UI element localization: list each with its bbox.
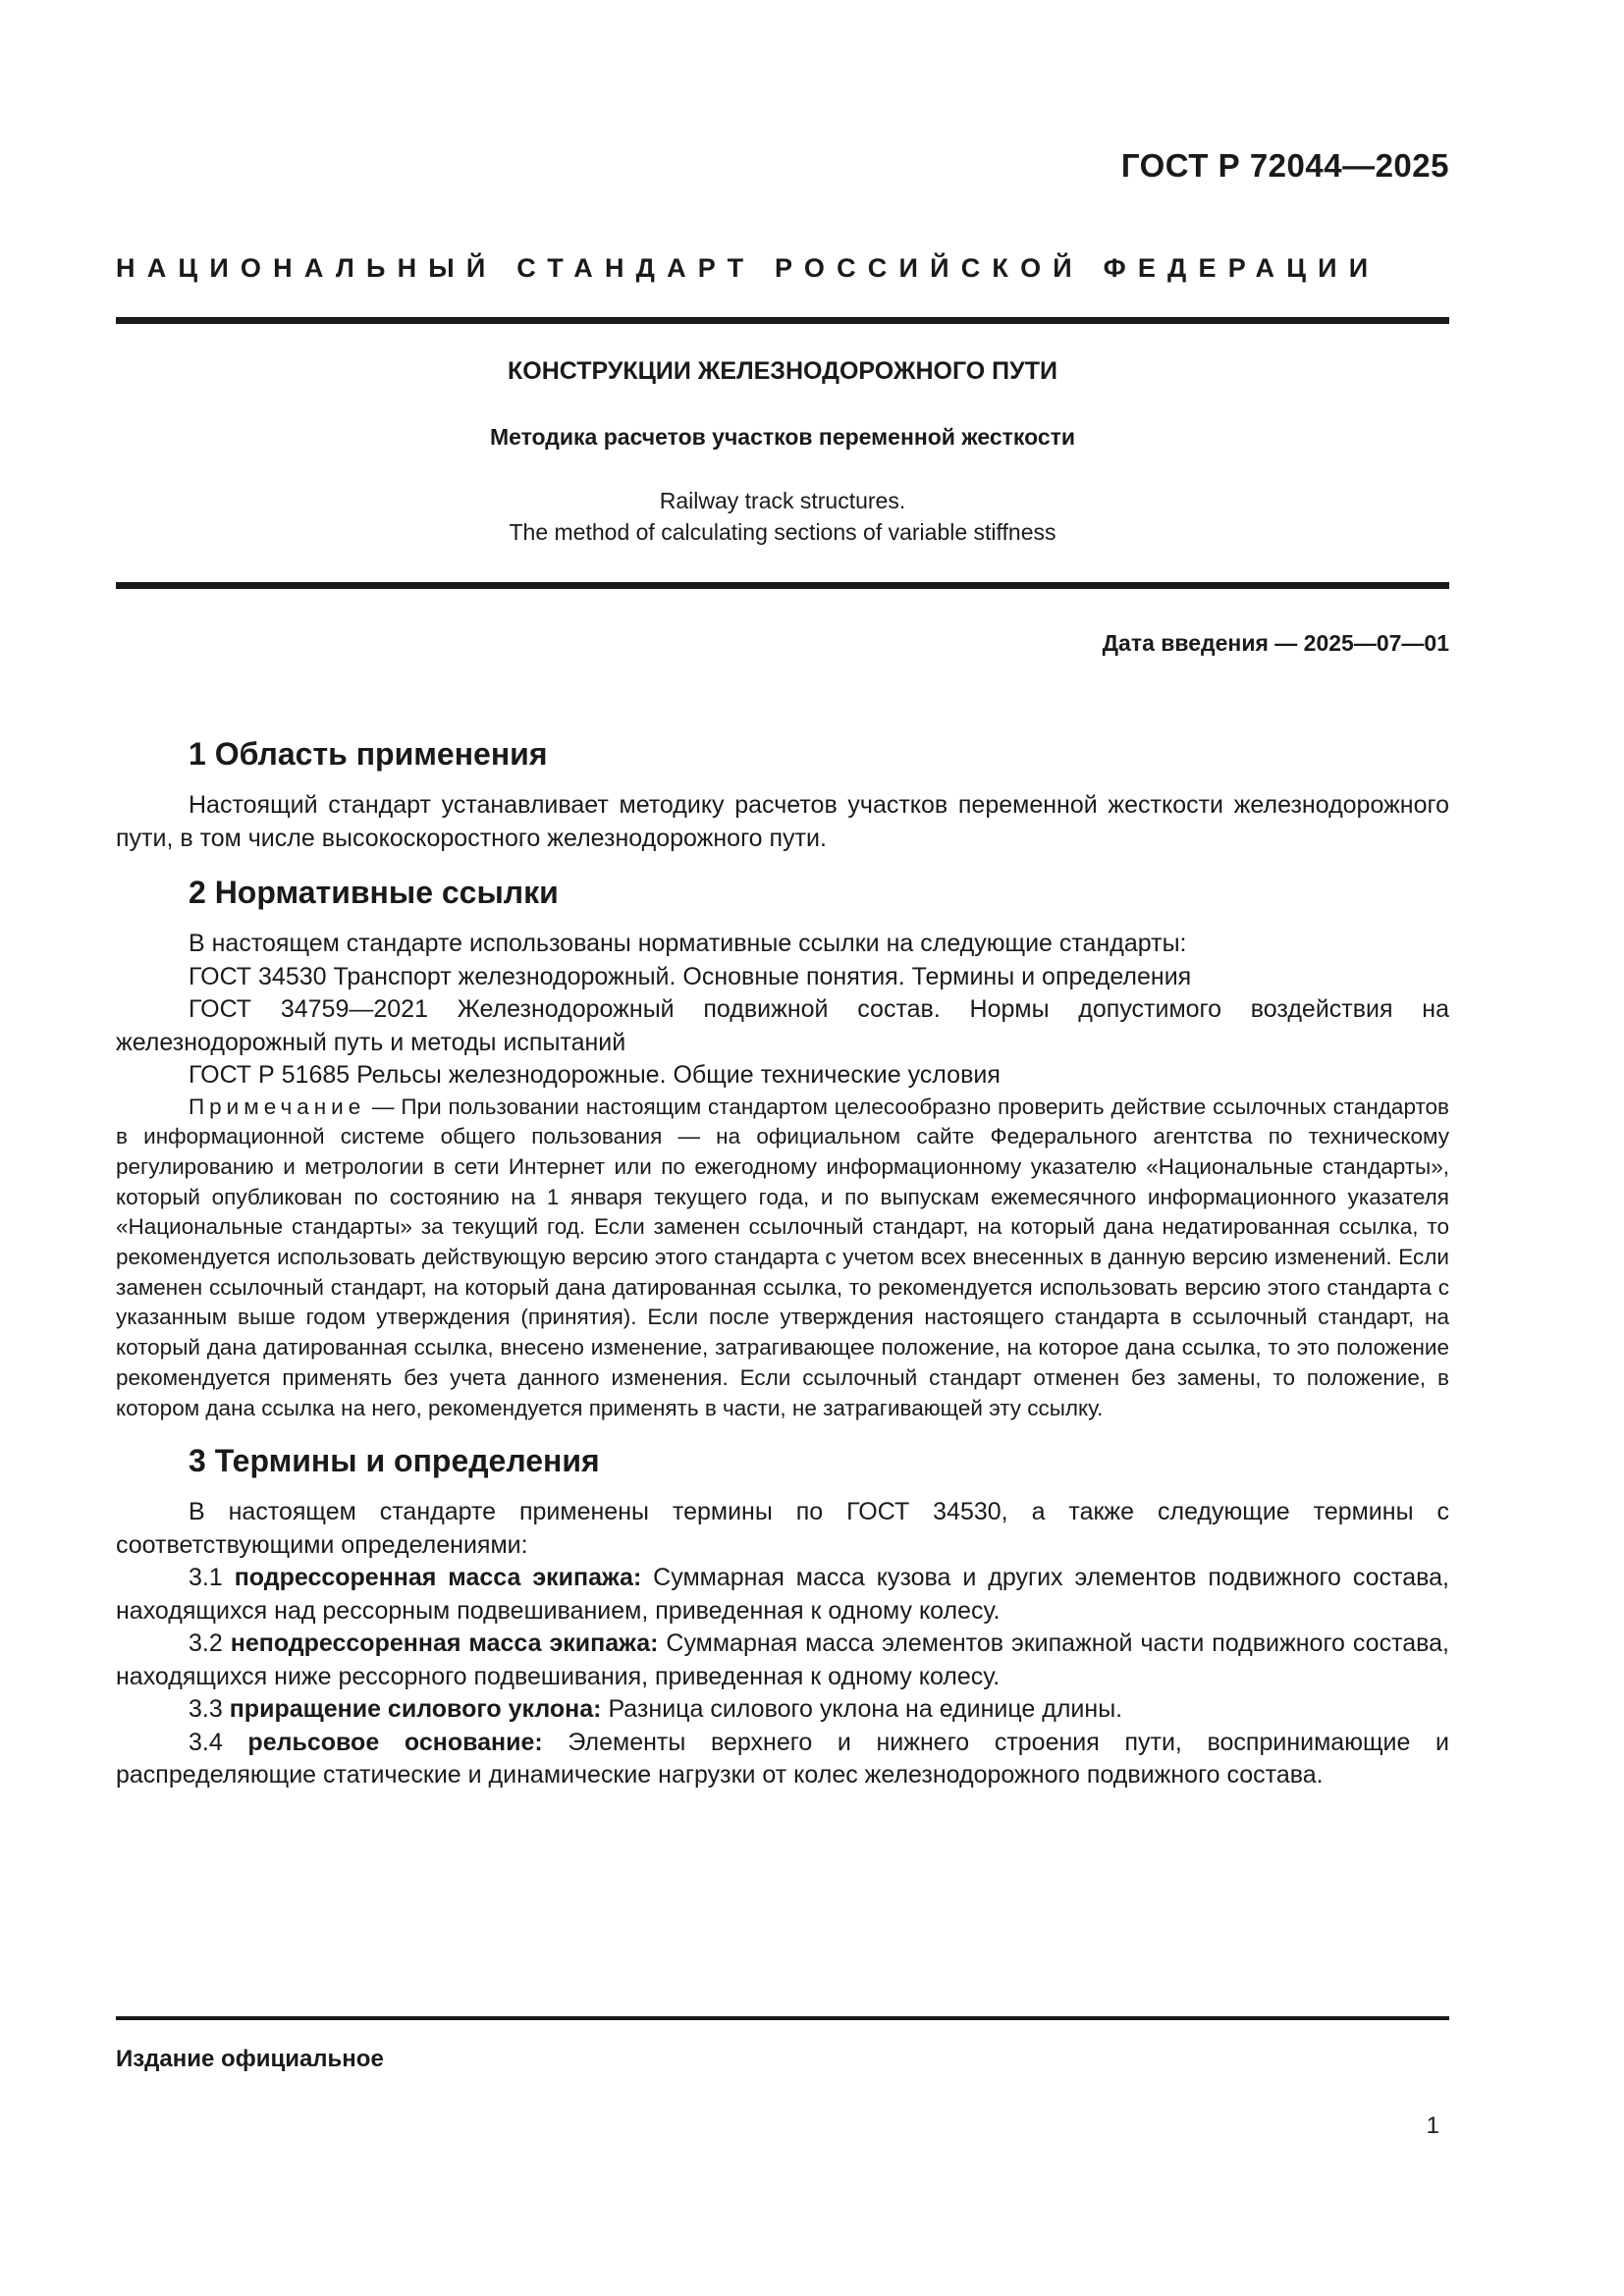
term-item [116,1562,1449,1628]
official-edition-label: Издание официальное [116,2046,384,2072]
term-number: 3.1 [189,1564,235,1592]
section-1-heading: 1 Область применения [189,736,548,772]
term-number: 3.4 [189,1728,248,1756]
term-item [116,1628,1449,1693]
title-rule [116,582,1449,589]
document-body [116,734,1449,1792]
reference-item: ГОСТ 34530 Транспорт железнодорожный. Основные понятия. Термины и определения [189,962,1192,990]
reference-item: ГОСТ Р 51685 Рельсы железнодорожные. Общие технические условия [189,1061,1001,1089]
section-1-text: Настоящий стандарт устанавливает методику расчетов участков переменной жесткости железнодорожного пути, в том числе высокоскоростного железнодорожного пути. [116,791,1449,852]
reference-note [116,1093,1449,1424]
english-title [116,485,1449,548]
term-name: неподрессоренная масса экипажа: [230,1629,659,1658]
term-name: подрессоренная масса экипажа: [234,1564,642,1592]
term-name: приращение силового уклона: [229,1695,602,1724]
document-number: ГОСТ Р 72044—2025 [1120,147,1449,184]
term-definition: Суммарная масса кузова и других элементов подвижного состава, находящихся над рессорным подвешиванием, приведенная к одному колесу. [116,1564,1449,1625]
term-item [116,1693,1449,1727]
term-definition: Разница силового уклона на единице длины. [601,1695,1123,1724]
term-item [116,1727,1449,1792]
reference-item: ГОСТ 34759—2021 Железнодорожный подвижной состав. Нормы допустимого воздействия на железнодорожный путь и методы испытаний [116,995,1449,1056]
section-2-heading: 2 Нормативные ссылки [189,875,559,910]
english-title-line-1: Railway track structures. [659,488,906,513]
national-standard-title: НАЦИОНАЛЬНЫЙ СТАНДАРТ РОССИЙСКОЙ ФЕДЕРАЦИИ [116,253,1380,283]
section-2-intro: В настоящем стандарте использованы нормативные ссылки на следующие стандарты: [189,930,1187,957]
top-rule [116,317,1449,324]
standard-title: КОНСТРУКЦИИ ЖЕЛЕЗНОДОРОЖНОГО ПУТИ [508,357,1057,385]
note-text: — При пользовании настоящим стандартом целесообразно проверить действие ссылочных стандартов в информационной системе общего пользования — на официальном сайте Федерального агентства по техническому регулированию и метрологии в сети Интернет или по ежегодному информационному указателю «Национальные стандарты», который опубликован по состоянию на 1 января текущего года, и по выпускам ежемесячного информационного указателя «Национальные стандарты» за текущий год. Если заменен ссылочный стандарт, на который дана недатированная ссылка, то рекомендуется использовать действующую версию этого стандарта с учетом всех внесенных в данную версию изменений. Если заменен ссылочный стандарт, на который дана датированная ссылка, то рекомендуется использовать версию этого стандарта с указанным выше годом утверждения (принятия). Если после утверждения настоящего стандарта в ссылочный стандарт, на который дана датированная ссылка, внесено изменение, затрагивающее положение, на которое дана ссылка, то это положение рекомендуется применять без учета данного изменения. Если ссылочный стандарт отменен без замены, то положение, в котором дана ссылка на него, рекомендуется применять в части, не затрагивающей эту ссылку. [116,1094,1449,1420]
section-3-heading: 3 Термины и определения [189,1443,600,1479]
note-label: Примечание [189,1094,366,1119]
term-name: рельсовое основание: [247,1728,543,1756]
footer-rule [116,2016,1449,2020]
term-number: 3.3 [189,1695,230,1724]
section-3-intro: В настоящем стандарте применены термины по ГОСТ 34530, а также следующие термины с соответствующими определениями: [116,1498,1449,1559]
page-number: 1 [1426,2112,1439,2139]
english-title-line-2: The method of calculating sections of variable stiffness [509,519,1056,545]
term-number: 3.2 [189,1629,231,1658]
term-definition: Суммарная масса элементов экипажной части подвижного состава, находящихся ниже рессорного подвешивания, приведенная к одному колесу. [116,1629,1449,1690]
term-definition: Элементы верхнего и нижнего строения пути, воспринимающие и распределяющие статические и динамические нагрузки от колес железнодорожного подвижного состава. [116,1728,1449,1789]
introduction-date: Дата введения — 2025—07—01 [1102,630,1449,656]
standard-subtitle: Методика расчетов участков переменной жесткости [489,424,1076,450]
